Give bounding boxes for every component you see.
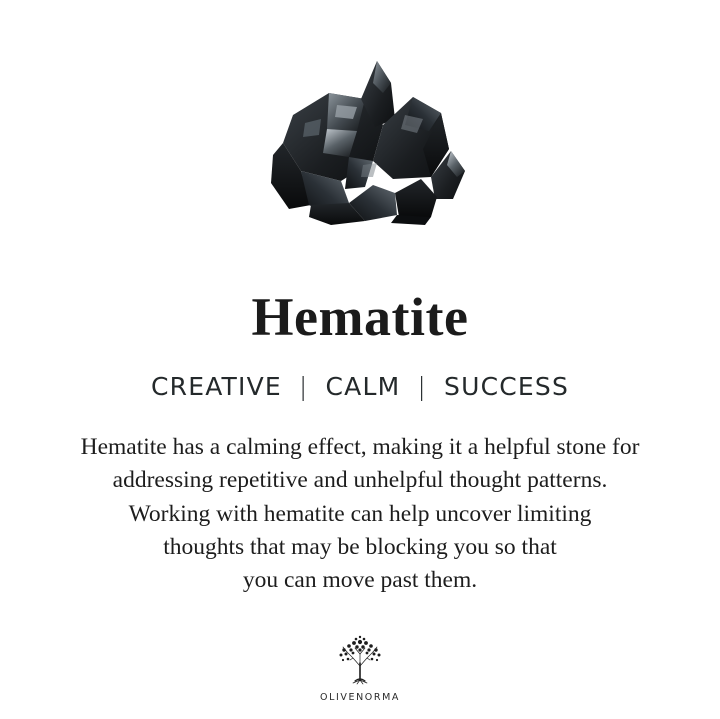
keyword-creative: CREATIVE — [150, 372, 282, 401]
hematite-crystal-image — [245, 53, 475, 228]
description-line-4: thoughts that may be blocking you so that — [163, 534, 557, 561]
keyword-calm: CALM — [325, 372, 401, 401]
keyword-separator-1: | — [298, 372, 309, 401]
description-line-5: you can move past them. — [242, 567, 478, 594]
description-line-1: Hematite has a calming effect, making it a helpful stone for — [80, 434, 640, 460]
description-line-2: addressing repetitive and unhelpful thought patterns. — [112, 467, 608, 494]
stone-image-container — [0, 0, 720, 270]
crystal-title: Hematite — [251, 287, 469, 347]
description-line-3: Working with hematite can help uncover limiting — [128, 500, 592, 527]
brand-block — [320, 630, 400, 703]
keyword-list — [151, 372, 569, 401]
tree-of-life-icon — [329, 630, 391, 688]
brand-name: OLIVENORMA — [320, 691, 400, 703]
crystal-description — [30, 431, 690, 598]
keyword-separator-2: | — [417, 372, 428, 401]
keyword-success: SUCCESS — [444, 372, 570, 401]
